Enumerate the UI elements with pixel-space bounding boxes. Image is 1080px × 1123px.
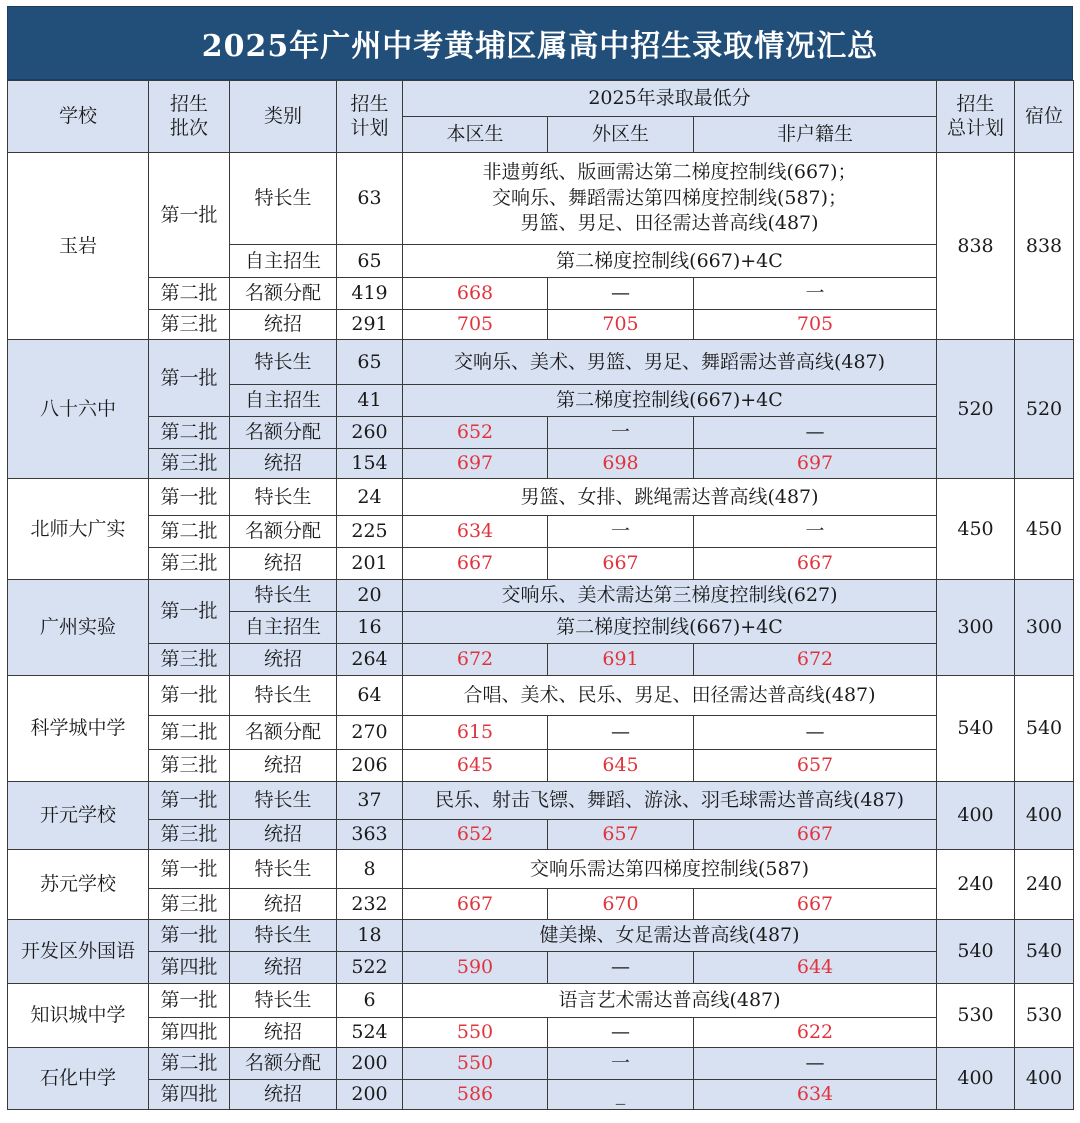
requirement-note: 非遗剪纸、版画需达第二梯度控制线(667)； 交响乐、舞蹈需达第四梯度控制线(587)； 男篮、男足、田径需达普高线(487) [403, 153, 937, 245]
score-non-hukou: 一 [694, 278, 937, 310]
score-non-hukou: 697 [694, 449, 937, 479]
plan-cell: 264 [337, 644, 403, 676]
score-local: 697 [403, 449, 548, 479]
category-cell: 特长生 [230, 984, 337, 1018]
school-name: 八十六中 [8, 340, 149, 479]
total-plan-cell: 838 [937, 153, 1015, 340]
plan-cell: 363 [337, 820, 403, 850]
school-name: 苏元学校 [8, 850, 149, 920]
score-non-hukou: 667 [694, 548, 937, 580]
dorm-cell: 838 [1015, 153, 1074, 340]
category-cell: 特长生 [230, 580, 337, 612]
school-name: 玉岩 [8, 153, 149, 340]
total-plan-cell: 540 [937, 676, 1015, 782]
score-other-district: 一 [548, 417, 694, 449]
header-batch: 招生 批次 [149, 81, 230, 153]
batch-cell: 第一批 [149, 479, 230, 516]
requirement-note: 健美操、女足需达普高线(487) [403, 920, 937, 952]
batch-cell: 第一批 [149, 920, 230, 952]
batch-cell: 第一批 [149, 782, 230, 820]
school-name: 北师大广实 [8, 479, 149, 580]
score-local: 550 [403, 1048, 548, 1080]
plan-cell: 522 [337, 952, 403, 984]
batch-cell: 第二批 [149, 716, 230, 750]
dorm-cell: 540 [1015, 920, 1074, 984]
batch-cell: 第三批 [149, 548, 230, 580]
category-cell: 名额分配 [230, 516, 337, 548]
category-cell: 统招 [230, 449, 337, 479]
batch-cell: 第一批 [149, 984, 230, 1018]
dorm-cell: 450 [1015, 479, 1074, 580]
dorm-cell: 520 [1015, 340, 1074, 479]
admission-table [7, 80, 1074, 1110]
score-local: 586 [403, 1080, 548, 1110]
batch-cell: 第一批 [149, 850, 230, 889]
plan-cell: 18 [337, 920, 403, 952]
plan-cell: 291 [337, 310, 403, 340]
requirement-note: 第二梯度控制线(667)+4C [403, 385, 937, 417]
category-cell: 统招 [230, 548, 337, 580]
score-local: 590 [403, 952, 548, 984]
batch-cell: 第三批 [149, 820, 230, 850]
score-other-district: 一 [548, 516, 694, 548]
score-other-district: _ [548, 1080, 694, 1110]
total-plan-cell: 400 [937, 1048, 1015, 1110]
school-name: 开发区外国语 [8, 920, 149, 984]
plan-cell: 270 [337, 716, 403, 750]
header-category: 类别 [230, 81, 337, 153]
plan-cell: 201 [337, 548, 403, 580]
category-cell: 名额分配 [230, 716, 337, 750]
requirement-note: 交响乐需达第四梯度控制线(587) [403, 850, 937, 889]
dorm-cell: 540 [1015, 676, 1074, 782]
score-local: 667 [403, 889, 548, 920]
total-plan-cell: 400 [937, 782, 1015, 850]
total-plan-cell: 540 [937, 920, 1015, 984]
plan-cell: 419 [337, 278, 403, 310]
plan-cell: 41 [337, 385, 403, 417]
category-cell: 特长生 [230, 153, 337, 245]
header-school: 学校 [8, 81, 149, 153]
score-local: 667 [403, 548, 548, 580]
dorm-cell: 240 [1015, 850, 1074, 920]
score-non-hukou: 634 [694, 1080, 937, 1110]
dorm-cell: 300 [1015, 580, 1074, 676]
category-cell: 统招 [230, 820, 337, 850]
dorm-cell: 530 [1015, 984, 1074, 1048]
header-min-score: 2025年录取最低分 [403, 81, 937, 117]
school-name: 石化中学 [8, 1048, 149, 1110]
score-other-district: 698 [548, 449, 694, 479]
score-non-hukou: — [694, 1048, 937, 1080]
batch-cell: 第二批 [149, 516, 230, 548]
requirement-note: 第二梯度控制线(667)+4C [403, 612, 937, 644]
plan-cell: 24 [337, 479, 403, 516]
batch-cell: 第一批 [149, 580, 230, 644]
score-local: 634 [403, 516, 548, 548]
plan-cell: 64 [337, 676, 403, 716]
header-other-district: 外区生 [548, 117, 694, 153]
requirement-note: 合唱、美术、民乐、男足、田径需达普高线(487) [403, 676, 937, 716]
score-non-hukou: 672 [694, 644, 937, 676]
score-other-district: — [548, 278, 694, 310]
category-cell: 自主招生 [230, 612, 337, 644]
score-other-district: — [548, 716, 694, 750]
category-cell: 名额分配 [230, 1048, 337, 1080]
score-non-hukou: 667 [694, 889, 937, 920]
score-non-hukou: — [694, 716, 937, 750]
requirement-note: 第二梯度控制线(667)+4C [403, 245, 937, 278]
header-total-plan: 招生 总计划 [937, 81, 1015, 153]
batch-cell: 第四批 [149, 1080, 230, 1110]
category-cell: 自主招生 [230, 385, 337, 417]
batch-cell: 第四批 [149, 1018, 230, 1048]
plan-cell: 65 [337, 245, 403, 278]
score-local: 652 [403, 417, 548, 449]
plan-cell: 6 [337, 984, 403, 1018]
page-title: 2025年广州中考黄埔区属高中招生录取情况汇总 [7, 6, 1073, 80]
category-cell: 特长生 [230, 340, 337, 385]
category-cell: 特长生 [230, 850, 337, 889]
score-local: 668 [403, 278, 548, 310]
batch-cell: 第三批 [149, 644, 230, 676]
score-non-hukou: — [694, 417, 937, 449]
total-plan-cell: 520 [937, 340, 1015, 479]
plan-cell: 232 [337, 889, 403, 920]
category-cell: 统招 [230, 1080, 337, 1110]
score-other-district: 691 [548, 644, 694, 676]
category-cell: 名额分配 [230, 417, 337, 449]
category-cell: 统招 [230, 750, 337, 782]
plan-cell: 154 [337, 449, 403, 479]
batch-cell: 第四批 [149, 952, 230, 984]
score-other-district: — [548, 952, 694, 984]
batch-cell: 第三批 [149, 449, 230, 479]
score-other-district: 705 [548, 310, 694, 340]
total-plan-cell: 240 [937, 850, 1015, 920]
plan-cell: 260 [337, 417, 403, 449]
score-other-district: 670 [548, 889, 694, 920]
score-other-district: 645 [548, 750, 694, 782]
plan-cell: 16 [337, 612, 403, 644]
requirement-note: 语言艺术需达普高线(487) [403, 984, 937, 1018]
batch-cell: 第三批 [149, 750, 230, 782]
dorm-cell: 400 [1015, 782, 1074, 850]
plan-cell: 524 [337, 1018, 403, 1048]
header-plan: 招生 计划 [337, 81, 403, 153]
score-local: 645 [403, 750, 548, 782]
plan-cell: 206 [337, 750, 403, 782]
plan-cell: 63 [337, 153, 403, 245]
category-cell: 特长生 [230, 676, 337, 716]
score-local: 652 [403, 820, 548, 850]
plan-cell: 200 [337, 1080, 403, 1110]
category-cell: 名额分配 [230, 278, 337, 310]
requirement-note: 交响乐、美术、男篮、男足、舞蹈需达普高线(487) [403, 340, 937, 385]
plan-cell: 20 [337, 580, 403, 612]
requirement-note: 民乐、射击飞镖、舞蹈、游泳、羽毛球需达普高线(487) [403, 782, 937, 820]
batch-cell: 第一批 [149, 153, 230, 278]
header-local: 本区生 [403, 117, 548, 153]
header-dorm: 宿位 [1015, 81, 1074, 153]
category-cell: 统招 [230, 644, 337, 676]
dorm-cell: 400 [1015, 1048, 1074, 1110]
school-name: 知识城中学 [8, 984, 149, 1048]
score-other-district: 一 [548, 1048, 694, 1080]
school-name: 广州实验 [8, 580, 149, 676]
requirement-note: 男篮、女排、跳绳需达普高线(487) [403, 479, 937, 516]
score-non-hukou: 622 [694, 1018, 937, 1048]
batch-cell: 第二批 [149, 278, 230, 310]
score-local: 705 [403, 310, 548, 340]
total-plan-cell: 300 [937, 580, 1015, 676]
category-cell: 统招 [230, 889, 337, 920]
score-non-hukou: 705 [694, 310, 937, 340]
batch-cell: 第二批 [149, 417, 230, 449]
category-cell: 自主招生 [230, 245, 337, 278]
category-cell: 统招 [230, 310, 337, 340]
total-plan-cell: 450 [937, 479, 1015, 580]
total-plan-cell: 530 [937, 984, 1015, 1048]
batch-cell: 第三批 [149, 310, 230, 340]
requirement-note: 交响乐、美术需达第三梯度控制线(627) [403, 580, 937, 612]
score-non-hukou: 644 [694, 952, 937, 984]
score-local: 615 [403, 716, 548, 750]
category-cell: 特长生 [230, 920, 337, 952]
plan-cell: 8 [337, 850, 403, 889]
school-name: 开元学校 [8, 782, 149, 850]
category-cell: 特长生 [230, 479, 337, 516]
plan-cell: 225 [337, 516, 403, 548]
score-local: 550 [403, 1018, 548, 1048]
school-name: 科学城中学 [8, 676, 149, 782]
category-cell: 特长生 [230, 782, 337, 820]
plan-cell: 65 [337, 340, 403, 385]
batch-cell: 第三批 [149, 889, 230, 920]
plan-cell: 200 [337, 1048, 403, 1080]
score-non-hukou: 667 [694, 820, 937, 850]
score-other-district: 657 [548, 820, 694, 850]
batch-cell: 第一批 [149, 340, 230, 417]
plan-cell: 37 [337, 782, 403, 820]
score-non-hukou: 一 [694, 516, 937, 548]
batch-cell: 第一批 [149, 676, 230, 716]
header-non-hukou: 非户籍生 [694, 117, 937, 153]
category-cell: 统招 [230, 952, 337, 984]
score-non-hukou: 657 [694, 750, 937, 782]
score-other-district: 667 [548, 548, 694, 580]
score-other-district: — [548, 1018, 694, 1048]
category-cell: 统招 [230, 1018, 337, 1048]
batch-cell: 第二批 [149, 1048, 230, 1080]
score-local: 672 [403, 644, 548, 676]
